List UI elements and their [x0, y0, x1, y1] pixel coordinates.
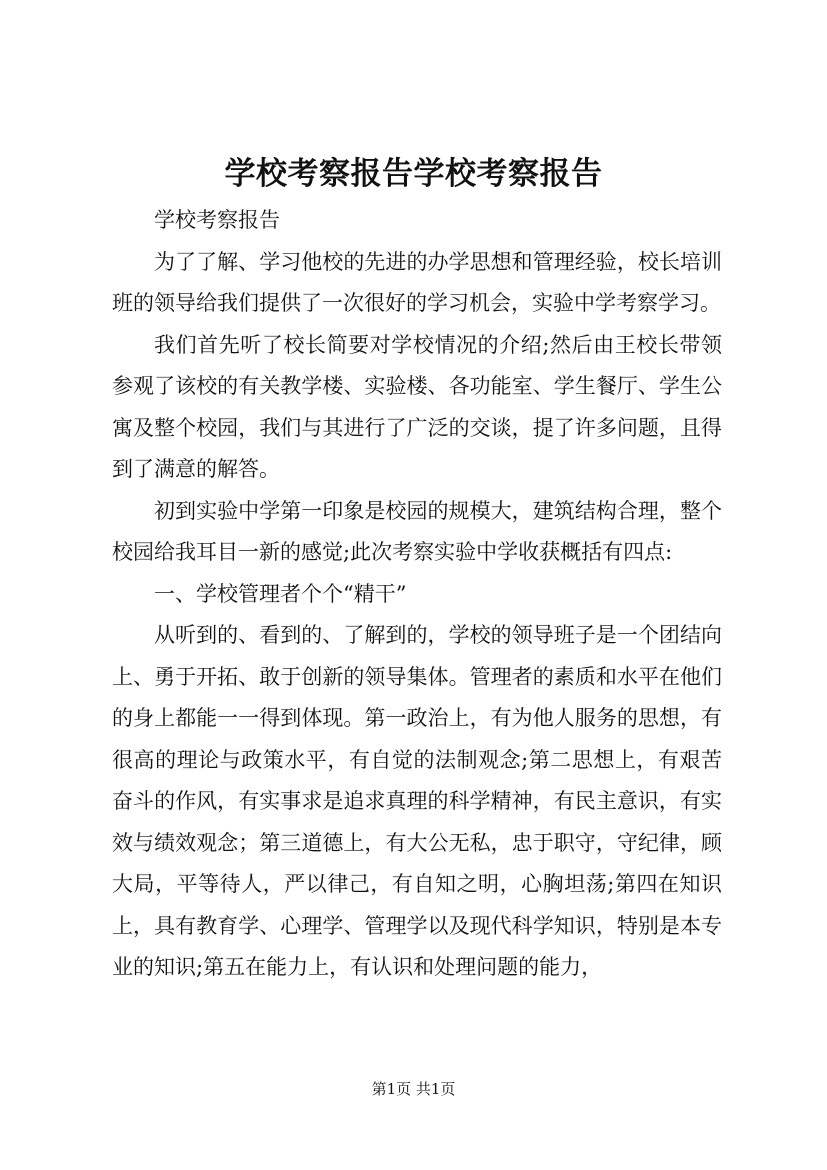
page-footer: 第1页 共1页 [371, 1080, 456, 1098]
section-heading-1: 一、学校管理者个个“精干” [154, 581, 407, 606]
document-title: 学校考察报告学校考察报告 [224, 156, 603, 192]
paragraph-impression: 初到实验中学第一印象是校园的规模大，建筑结构合理，整个校园给我耳目一新的感觉;此次考察实验中学收获概括有四点: [112, 498, 722, 564]
paragraph-leadership: 从听到的、看到的、了解到的，学校的领导班子是一个团结向上、勇于开拓、敢于创新的领导集体。管理者的素质和水平在他们的身上都能一一得到体现。第一政治上，有为他人服务的思想，有很高的理论与政策水平，有自觉的法制观念;第二思想上，有艰苦奋斗的作风，有实事求是追求真理的科学精神，有民主意识，有实效与绩效观念；第三道德上，有大公无私，忠于职守，守纪律，顾大局，平等待人，严以律己，有自知之明，心胸坦荡;第四在知识上，具有教育学、心理学、管理学以及现代科学知识，特别是本专业的知识;第五在能力上，有认识和处理问题的能力， [112, 623, 722, 979]
document-body [112, 200, 722, 989]
paragraph-visit: 我们首先听了校长简要对学校情况的介绍;然后由王校长带领参观了该校的有关教学楼、实验楼、各功能室、学生餐厅、学生公寓及整个校园，我们与其进行了广泛的交谈，提了许多问题，且得到了满意的解答。 [112, 332, 722, 481]
paragraph-subtitle: 学校考察报告 [154, 208, 280, 232]
paragraph-intro: 为了了解、学习他校的先进的办学思想和管理经验，校长培训班的领导给我们提供了一次很好的学习机会，实验中学考察学习。 [112, 249, 722, 315]
